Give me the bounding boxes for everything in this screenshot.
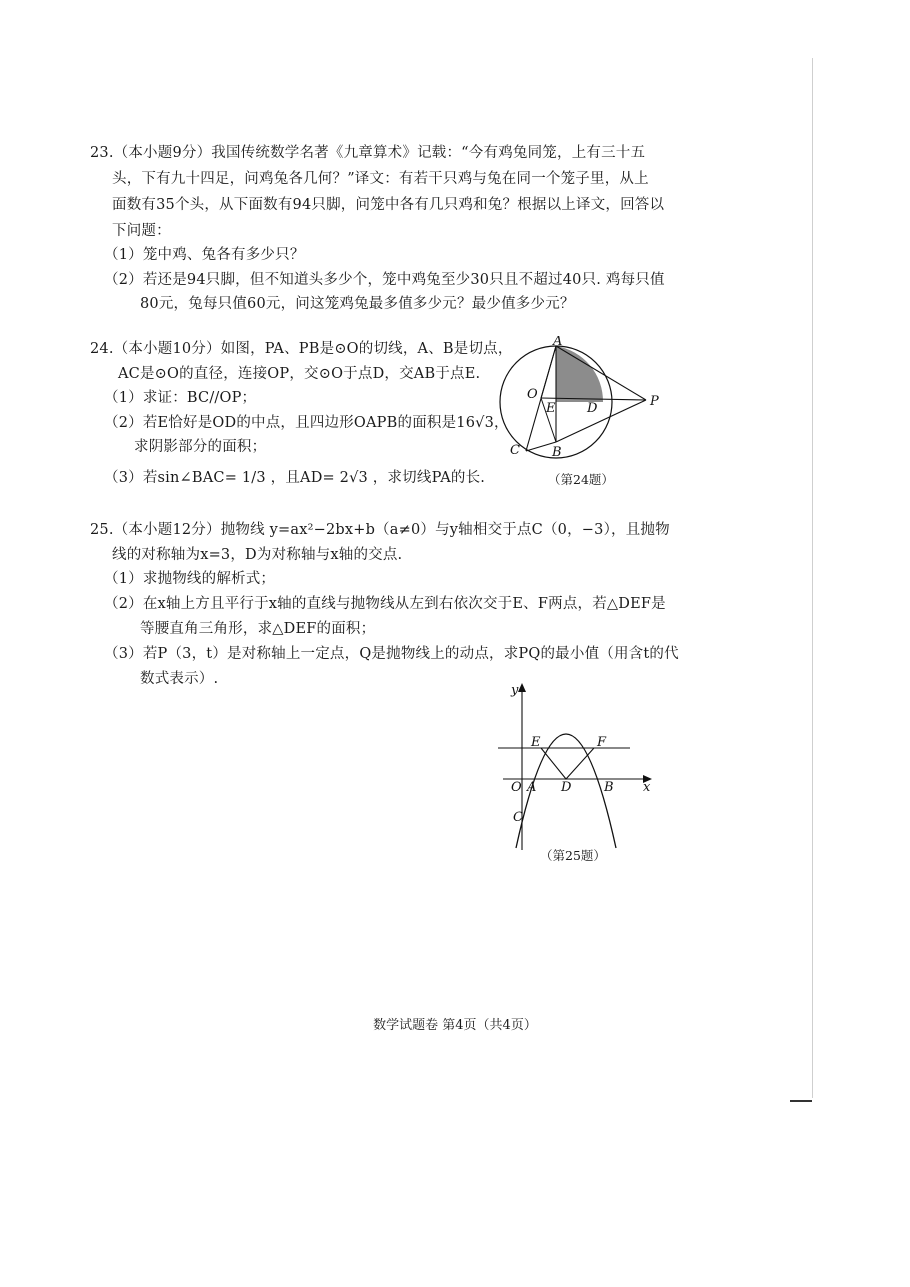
q23-line-1: 23.（本小题9分）我国传统数学名著《九章算术》记载：“今有鸡兔同笼，上有三十五 — [90, 145, 646, 161]
shaded-region — [556, 346, 603, 402]
label-c: C — [513, 810, 523, 825]
q23-part-2: （2）若还是94只脚，但不知道头多少个，笼中鸡兔至少30只且不超过40只. 鸡每只值 — [104, 272, 665, 288]
label-f: F — [597, 735, 607, 750]
label-y: y — [511, 683, 519, 698]
figure-25 — [498, 680, 658, 852]
q25-part-1: （1）求抛物线的解析式； — [104, 571, 276, 587]
page-mark — [790, 1100, 812, 1102]
label-b: B — [604, 780, 614, 795]
figure-25-caption: （第25题） — [540, 848, 606, 863]
label-e: E — [546, 401, 556, 416]
label-p: P — [650, 394, 659, 409]
q23-line-2: 头，下有九十四足，问鸡兔各几何？”译文：有若干只鸡与兔在同一个笼子里，从上 — [112, 171, 649, 187]
label-x: x — [643, 780, 651, 795]
radius-oa — [541, 346, 556, 398]
q23-part-2-cont: 80元，兔每只值60元，问这笼鸡兔最多值多少元？最少值多少元？ — [140, 296, 575, 312]
y-axis-arrow — [518, 683, 526, 692]
page-footer: 数学试题卷 第4页（共4页） — [373, 1018, 537, 1033]
label-e: E — [531, 735, 541, 750]
q24-line-2: AC是⊙O的直径，连接OP，交⊙O于点D，交AB于点E. — [118, 366, 481, 382]
q23-line-3: 面数有35个头，从下面数有94只脚，问笼中各有几只鸡和兔？根据以上译文，回答以 — [112, 197, 665, 213]
label-origin: O — [511, 780, 522, 795]
q24-part-1: （1）求证：BC//OP； — [104, 390, 257, 406]
label-d: D — [587, 401, 598, 416]
q24-part-2-cont: 求阴影部分的面积； — [134, 439, 267, 455]
label-c: C — [510, 443, 520, 458]
q23-part-1: （1）笼中鸡、兔各有多少只？ — [104, 247, 305, 263]
q25-part-3: （3）若P（3，t）是对称轴上一定点，Q是抛物线上的动点，求PQ的最小值（用含t的代 — [104, 646, 679, 662]
q25-part-3-cont: 数式表示）. — [140, 671, 219, 687]
label-d: D — [561, 780, 572, 795]
q24-part-2: （2）若E恰好是OD的中点，且四边形OAPB的面积是16√3， — [104, 415, 509, 431]
figure-24-caption: （第24题） — [548, 472, 614, 487]
page-edge — [812, 58, 813, 1098]
label-b: B — [552, 445, 562, 460]
q25-line-1: 25.（本小题12分）抛物线 y=ax²−2bx+b（a≠0）与y轴相交于点C（0，−3），且抛物 — [90, 522, 670, 538]
q23-line-4: 下问题： — [112, 223, 171, 239]
q25-line-2: 线的对称轴为x=3，D为对称轴与x轴的交点. — [112, 547, 403, 563]
q25-part-2: （2）在x轴上方且平行于x轴的直线与抛物线从左到右依次交于E、F两点，若△DEF是 — [104, 596, 666, 612]
label-a: A — [553, 336, 563, 349]
q24-part-3: （3）若sin∠BAC= 1/3 ，且AD= 2√3 ，求切线PA的长. — [104, 470, 486, 486]
q25-part-2-cont: 等腰直角三角形，求△DEF的面积； — [140, 621, 376, 637]
q24-line-1: 24.（本小题10分）如图，PA、PB是⊙O的切线，A、B是切点， — [90, 341, 513, 357]
label-a: A — [527, 780, 537, 795]
figure-24 — [484, 336, 674, 460]
label-o: O — [527, 387, 538, 402]
